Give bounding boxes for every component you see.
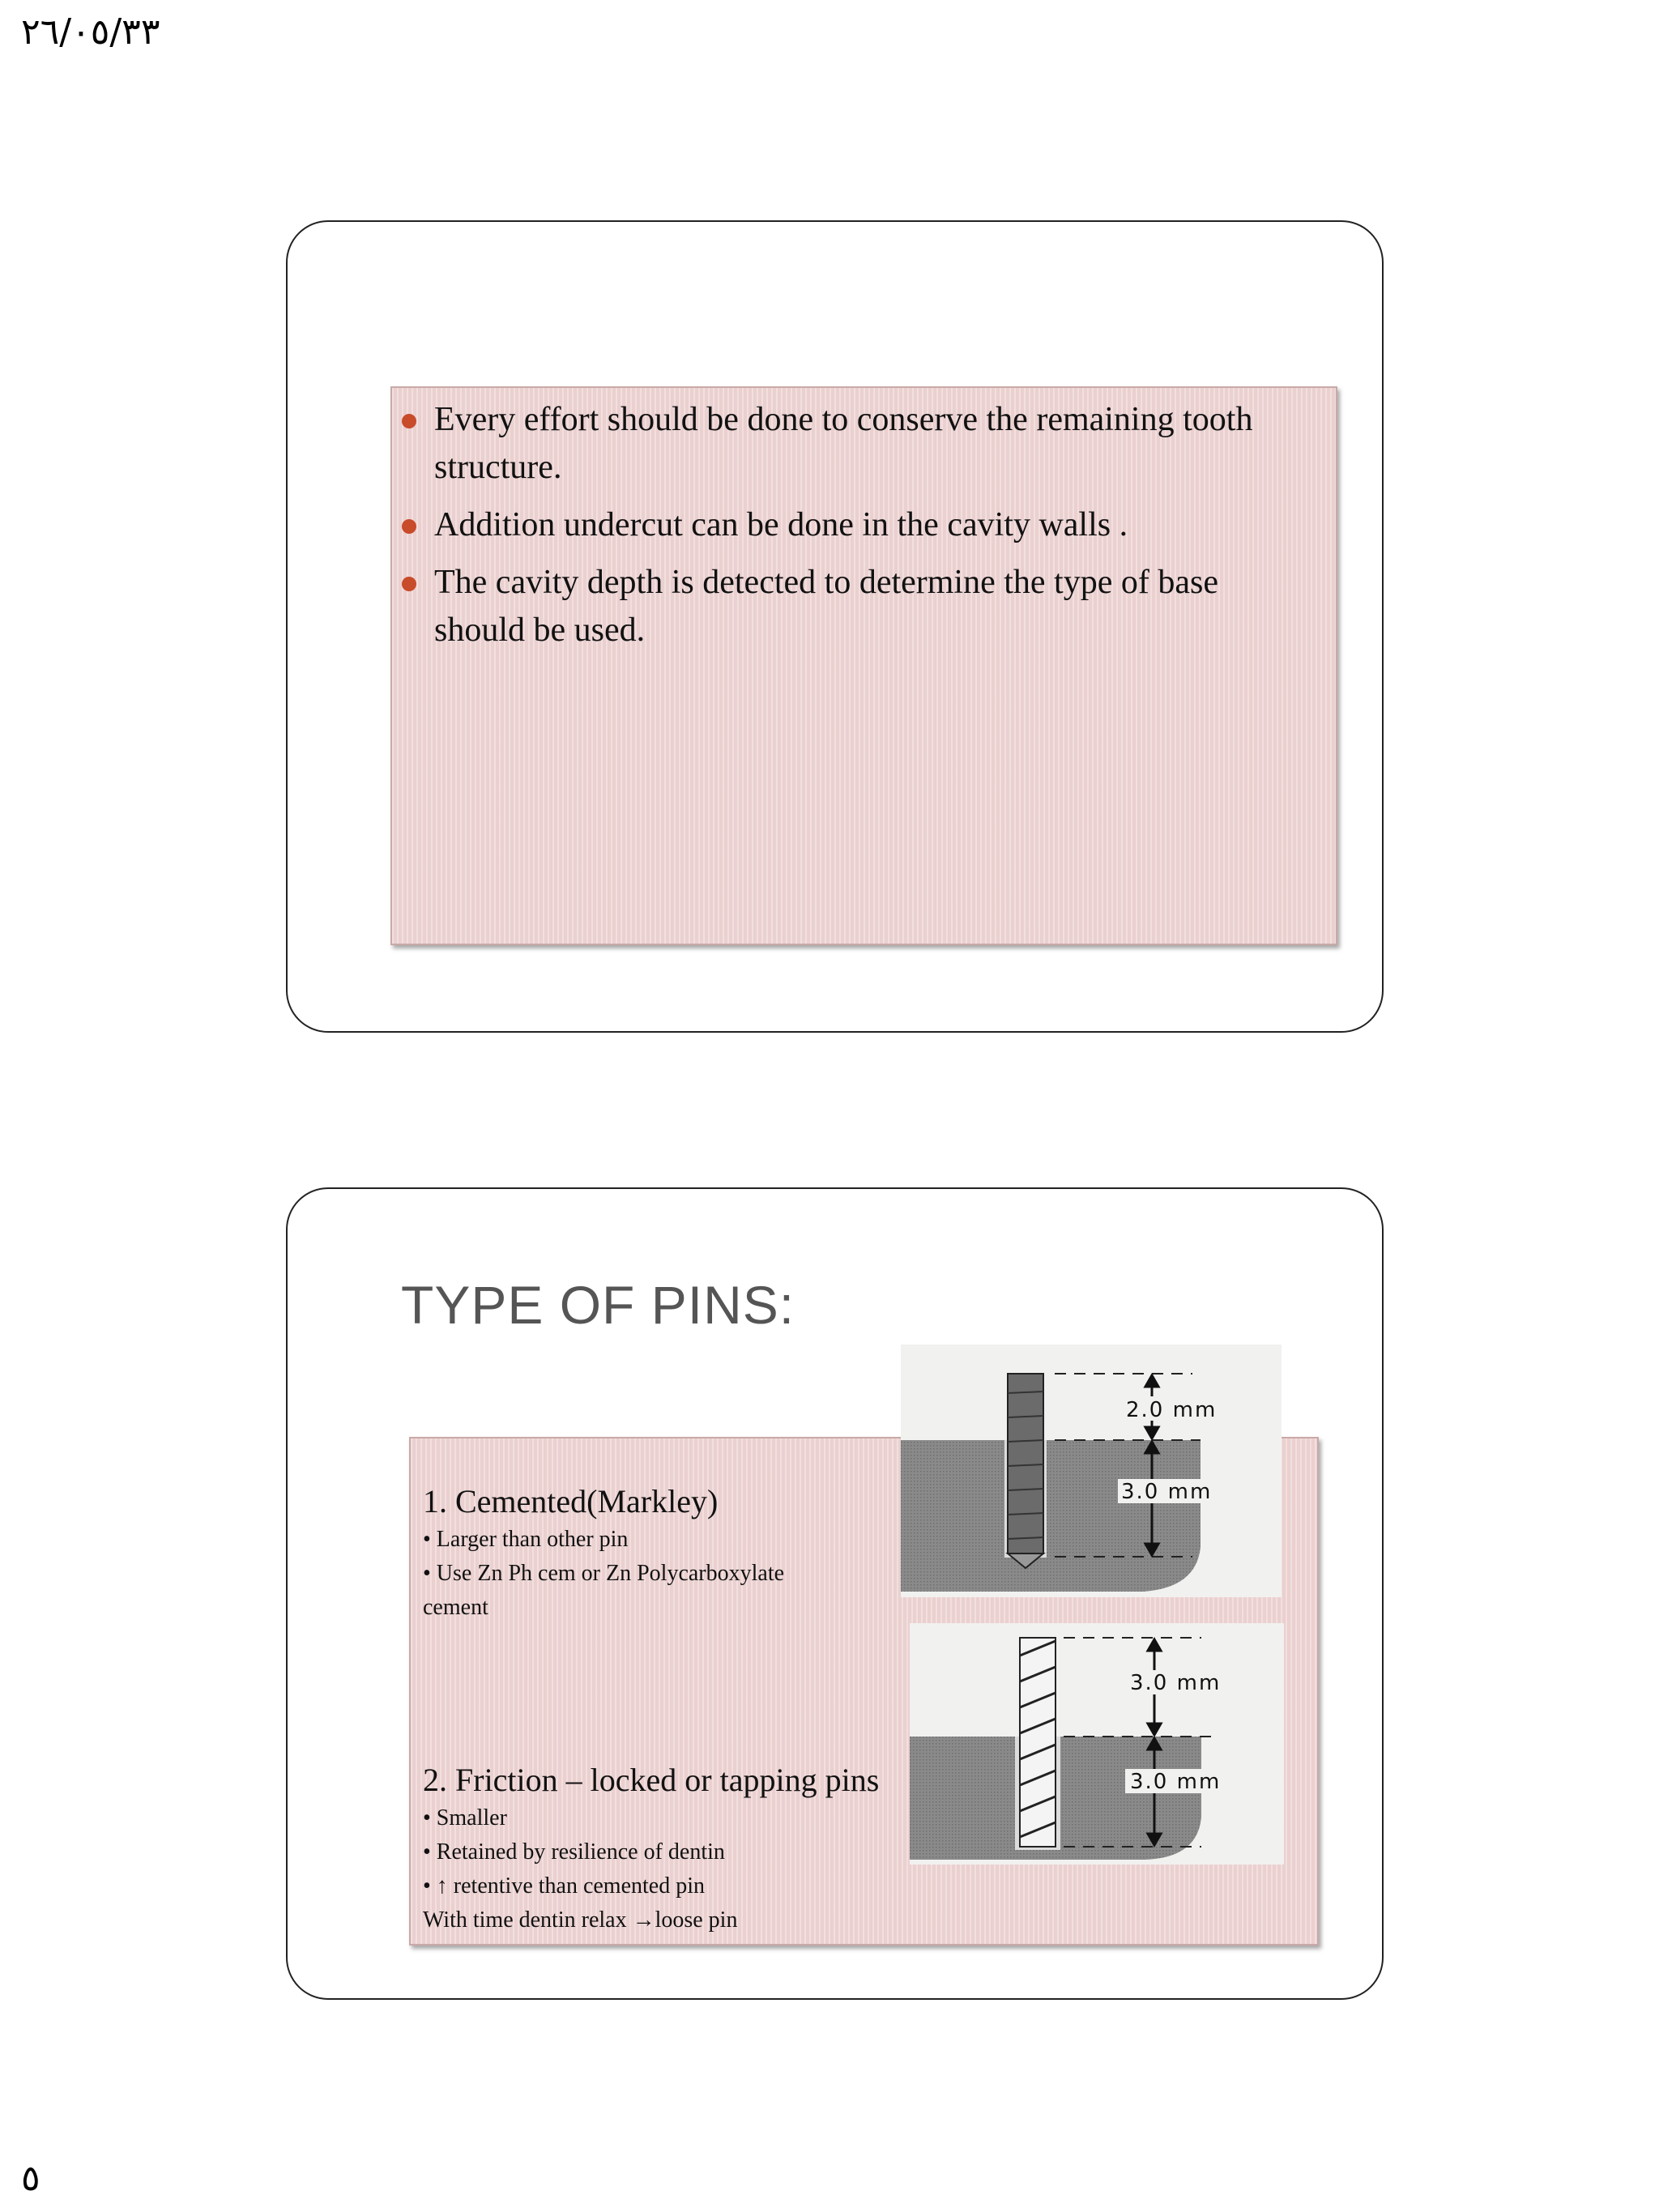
pin-type-friction-locked <box>423 1759 909 1937</box>
page-number: ٥ <box>21 2158 41 2199</box>
dimension-label: 3.0 mm <box>1130 1671 1222 1695</box>
bullet-text: Every effort should be done to conserve the remaining tooth structure. <box>434 401 1253 486</box>
dimension-label: 3.0 mm <box>1130 1770 1222 1794</box>
bullet-text: Addition undercut can be done in the cavity walls . <box>434 506 1128 543</box>
pin-detail: With time dentin relax →loose pin <box>423 1907 738 1933</box>
pin-detail: • Retained by resilience of dentin <box>423 1839 725 1865</box>
pin-type-cemented <box>423 1481 909 1625</box>
content-box <box>390 386 1337 945</box>
page-date: ٢٦/٠٥/٣٣ <box>21 11 160 53</box>
dimension-label: 3.0 mm <box>1121 1480 1213 1504</box>
pin-heading: 1. Cemented(Markley) <box>423 1483 719 1519</box>
pin-heading: 2. Friction – locked or tapping pins <box>423 1762 880 1798</box>
bullet-item <box>434 559 1311 654</box>
dimension-label: 2.0 mm <box>1126 1398 1218 1422</box>
slide-title: TYPE OF PINS: <box>401 1275 795 1335</box>
pin-detail: • Smaller <box>423 1805 507 1831</box>
bullet-item <box>434 501 1311 549</box>
bullet-dot-icon <box>402 414 416 428</box>
bullet-dot-icon <box>402 577 416 591</box>
pin-detail: cement <box>423 1595 488 1620</box>
pin-detail: • Larger than other pin <box>423 1527 629 1552</box>
bullet-item <box>434 396 1311 492</box>
bullet-list <box>434 396 1311 654</box>
cemented-pin-diagram <box>901 1345 1282 1597</box>
bullet-dot-icon <box>402 519 416 534</box>
friction-locked-pin-diagram <box>910 1623 1284 1865</box>
pin-detail: • Use Zn Ph cem or Zn Polycarboxylate <box>423 1561 785 1586</box>
bullet-text: The cavity depth is detected to determine the type of base should be used. <box>434 564 1218 649</box>
slide-2 <box>286 1187 1384 2000</box>
slide-1 <box>286 220 1384 1033</box>
pin-detail: • ↑ retentive than cemented pin <box>423 1873 706 1899</box>
